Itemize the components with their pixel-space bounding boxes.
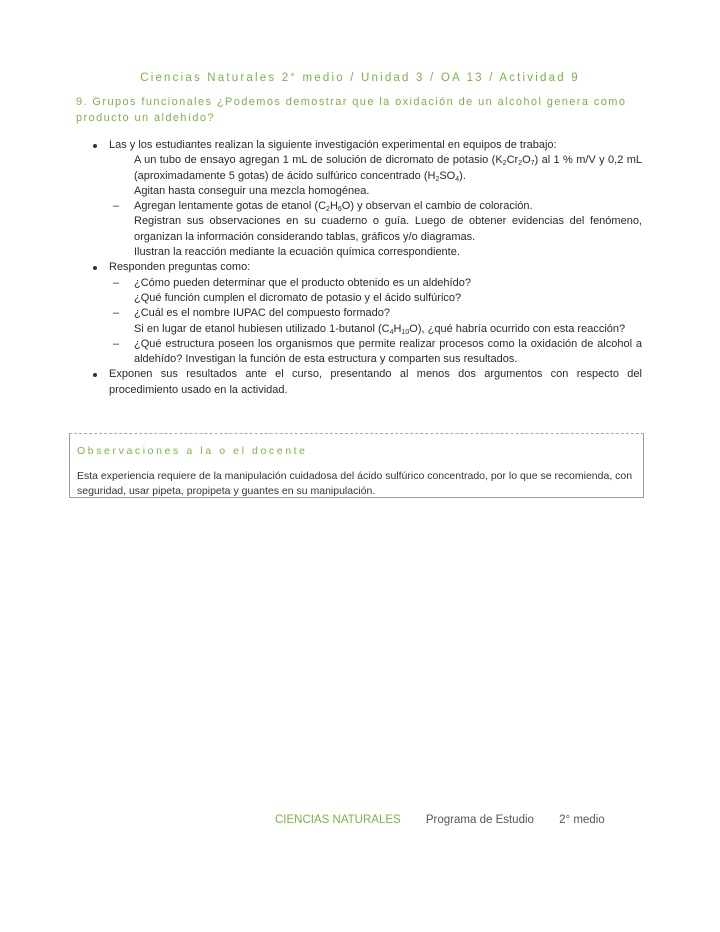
bullet-questions: Responden preguntas como: (90, 260, 642, 275)
footer-level: 2° medio (559, 814, 605, 826)
step-register: Registran sus observaciones en su cuaderno o guía. Luego de obtener evidencias del fenómeno, organizan la información considerando tablas, gráficos y/o diagramas. (134, 215, 642, 243)
teacher-observations-box (69, 433, 644, 498)
step-illustrate: Ilustran la reacción mediante la ecuación química correspondiente. (134, 246, 460, 259)
activity-subtitle: 9. Grupos funcionales ¿Podemos demostrar que la oxidación de un alcohol genera como producto un aldehído? (76, 96, 627, 124)
question-function: ¿Qué función cumplen el dicromato de potasio y el ácido sulfúrico? (134, 291, 462, 304)
bullet-investigation (90, 138, 642, 153)
bullet-expose: Exponen sus resultados ante el curso, presentando al menos dos argumentos con respecto del procedimiento usado en la actividad. (90, 367, 642, 398)
page-footer (275, 814, 605, 826)
question-structure: – ¿Qué estructura poseen los organismos que permite realizar procesos como la oxidación de alcohol a aldehído? Investigan la función de esta estructura y comparten sus resultados. (90, 337, 642, 368)
bullet-investigation-intro: Las y los estudiantes realizan la siguiente investigación experimental en equipos de trabajo: (109, 139, 557, 151)
observations-title: Observaciones a la o el docente (77, 445, 308, 457)
footer-program: Programa de Estudio (425, 814, 534, 826)
question-aldehyde: – ¿Cómo pueden determinar que el producto obtenido es un aldehído? (90, 276, 642, 291)
step-dichromate: A un tubo de ensayo agregan 1 mL de solución de dicromato de potasio $(K_2Cr_2O_7)$ al 1 % m/V y 0,2 mL (aproximadamente 5 gotas) de ácido sulfúrico concentrado $(H_2SO_4)$. (134, 154, 642, 183)
page-header-title: Ciencias Naturales 2° medio / Unidad 3 / OA 13 / Actividad 9 (140, 72, 580, 84)
step-agitate: Agitan hasta conseguir una mezcla homogénea. (134, 184, 370, 197)
question-iupac: – ¿Cuál es el nombre IUPAC del compuesto formado? (90, 306, 642, 321)
activity-content (90, 138, 642, 398)
observations-text: Esta experiencia requiere de la manipulación cuidadosa del ácido sulfúrico concentrado, por lo que se recomienda, con seguridad, usar pipeta, propipeta y guantes en su manipulación. (77, 470, 633, 497)
step-ethanol: – Agregan lentamente gotas de etanol $(C_2H_6O)$ y observan el cambio de coloración. (90, 199, 642, 214)
question-butanol: Si en lugar de etanol hubiesen utilizado 1-butanol $(C_4H_{10}O)$, ¿qué habría ocurrido con esta reacción? (134, 322, 626, 336)
footer-subject: CIENCIAS NATURALES (275, 814, 401, 826)
